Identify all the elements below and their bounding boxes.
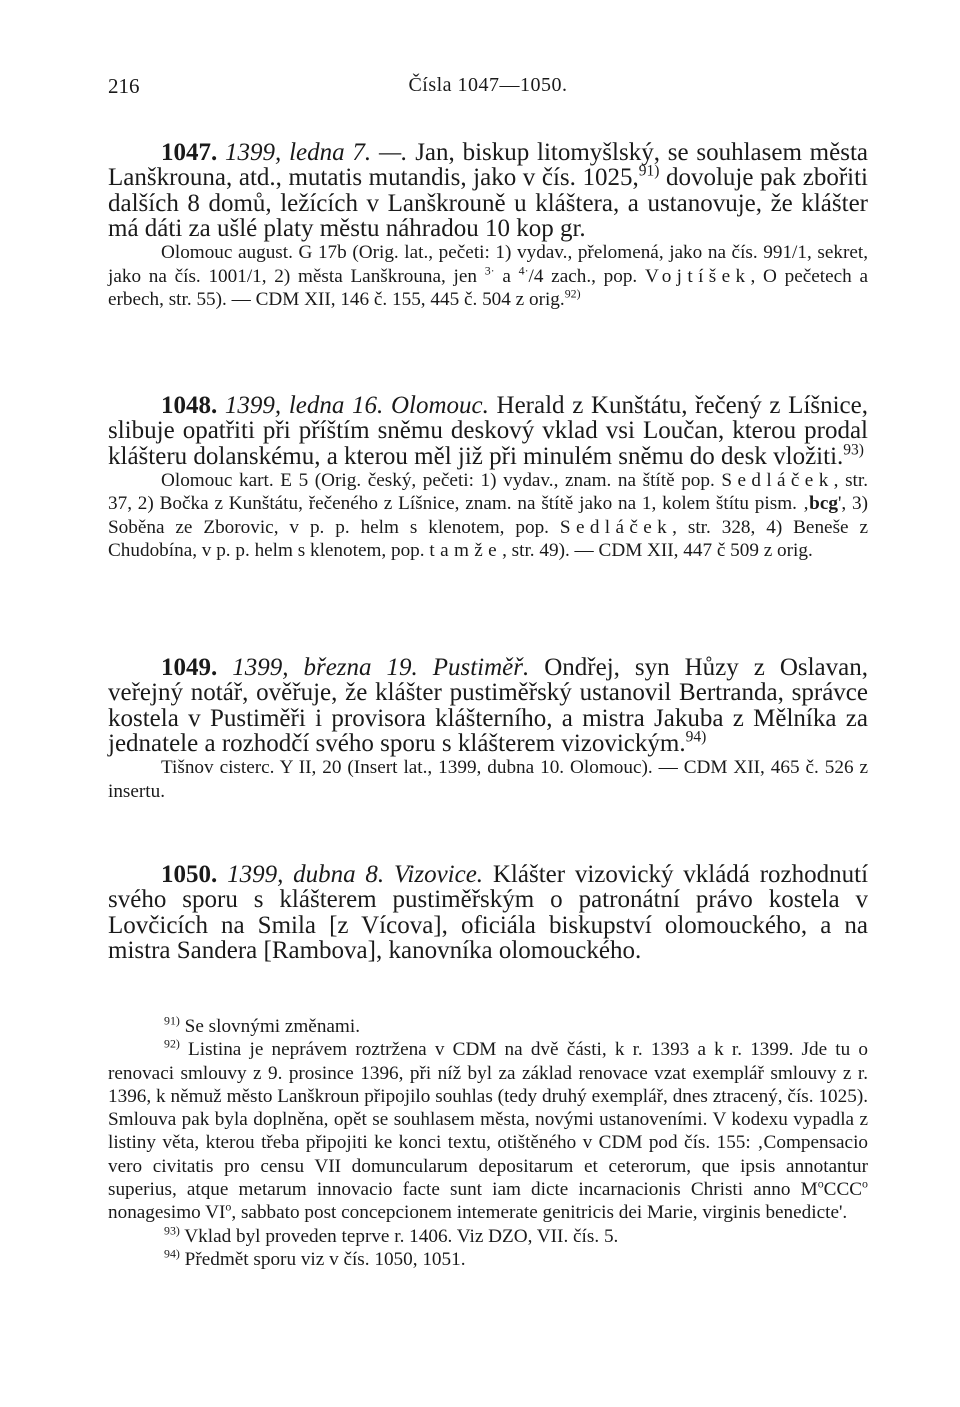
- author-name: Vojtíšek: [644, 265, 751, 287]
- footnote-marker: 91): [164, 1013, 180, 1028]
- page-header: [108, 74, 868, 104]
- entry-number: 1047.: [161, 139, 218, 166]
- entry-text: Klášter vizovický vkládá rozhodnutí svého sporu s klášterem pustiměřským o patronátní právo kostela v Lovčicích na Smila [z Vícova], oficiála biskupství olomouckého, a na mistra Sandera [Rambova], kanovníka olomouckého.: [108, 861, 869, 964]
- entry-date: 1399, ledna 16. Olomouc.: [224, 392, 489, 419]
- entry-body: [108, 655, 868, 756]
- footnote-marker: 93): [164, 1223, 180, 1238]
- footnote-marker: 92): [164, 1036, 180, 1051]
- footnote-ref: 94): [685, 728, 707, 746]
- running-head: Čísla 1047—1050.: [408, 74, 568, 96]
- page-number: 216: [108, 74, 140, 98]
- footnote-92: $^{92)}$ Listina je neprávem roztržena v CDM na dvě části, k r. 1393 a k r. 1399. Jde tu o renovaci smlouvy z 9. prosince 1396, při níž byl za základ renovace vzat exemplář smlouvy z r. 1396, k němuž město Lanškroun připojilo souhlas (tedy druhý exemplář, dnes ztracený, čís. 1025). Smlouva pak byla doplněna, opět se souhlasem města, novými ustanoveními. V kodexu vypadla z listiny věta, kterou třeba připojiti ke konci textu, otištěného v CDM pod čís. 155: ‚Compensacio vero civitatis pro censu VII domuncularum depositarum et ceterorum, que ipsis annotantur superius, atque metarum innovacio facte sunt iam dicte incarnacionis Christi anno $M^oCCC^o$ nonagesimo $VI^o$, sabbato post concepcionem intemerate genitricis dei Marie, virginis benedicte'.: [108, 1036, 868, 1224]
- entry-text: Ondřej, syn Hůzy z Oslavan, veřejný notář, ověřuje, že klášter pustiměřský ustanovil Bertranda, správce kostela v Pustiměři i provisora klášterního, a mistra Jakuba z Mělníka za jednatele a rozhodčí svého sporu s klášterem vizovickým.: [108, 654, 868, 757]
- entry-date: 1399, března 19. Pustiměř.: [232, 654, 530, 681]
- entry-note: Olomouc kart. E 5 (Orig. český, pečeti: 1) vydav., znam. na štítě pop. Sedláček, str. 37, 2) Bočka z Kunštátu, řečeného z Líšnice, znam. na štítě jako na 1, kolem štítu pism. ‚bcg', 3) Soběna ze Zborovic, v p. p. helm s klenotem, pop. Sedláček, str. 328, 4) Beneše z Chudobína, v p. p. helm s klenotem, pop. tamže, str. 49). — CDM XII, 447 č 509 z orig.: [108, 469, 869, 562]
- entry-1048: [108, 393, 868, 563]
- entry-number: 1049.: [161, 654, 218, 681]
- entry-date: 1399, ledna 7. —.: [225, 139, 408, 166]
- author-name: tamže: [429, 540, 503, 562]
- entry-text: Herald z Kunštátu, řečený z Líšnice, slibuje opatřiti při příštím sněmu deskový vklad vsi Loučan, kterou prodal klášteru dolanskému, a kterou měl již při minulém sněmu do desk vložiti.: [108, 392, 869, 470]
- entry-number: 1048.: [161, 392, 218, 419]
- footnote-94: $^{94)}$ Předmět sporu viz v čís. 1050, 1051.: [164, 1246, 466, 1270]
- entry-body: [108, 140, 868, 241]
- entry-text-cont: dovoluje pak zbořiti dalších 8 domů, ležících v Lanškrouně u kláštera, a ustanovuje, že klášter má dáti za ušlé platy městu náhradou 10 kop gr.: [108, 164, 868, 242]
- entry-body: [108, 862, 868, 963]
- entry-body: [108, 393, 868, 469]
- entry-1050: [108, 862, 868, 963]
- footnote-93: $^{93)}$ Vklad byl proveden teprve r. 1406. Viz DZO, VII. čís. 5.: [164, 1223, 619, 1247]
- footnotes: [108, 1015, 868, 1271]
- entry-note: Tišnov cisterc. Y II, 20 (Insert lat., 1399, dubna 10. Olomouc). — CDM XII, 465 č. 526 z insertu.: [108, 757, 868, 802]
- author-name: Sedláček: [721, 469, 834, 491]
- footnote-ref: 92): [564, 286, 581, 301]
- author-name: Sedláček: [559, 516, 673, 538]
- footnote-ref: 93): [843, 441, 864, 459]
- entry-text: Jan, biskup litomyšlský, se souhlasem města Lanškrouna, atd., mutatis mutandis, jako v čís. 1025,: [108, 139, 868, 192]
- entry-1047: [108, 140, 868, 312]
- entry-note: Olomouc august. G 17b (Orig. lat., pečeti: 1) vydav., přelomená, jako na čís. 991/1, sekret, jako na čís. 1001/1, 2) města Lanškrouna, jen $^{3\cdot}$ a $^{4\cdot}$/4 zach., pop. Vojtíšek, O pečetech a erbech, str. 55). — CDM XII, 146 č. 155, 445 č. 504 z orig.$^{92)}$: [108, 242, 868, 311]
- footnote-91: $^{91)}$ Se slovnými změnami.: [164, 1013, 360, 1037]
- gothic-inscription: bcg: [809, 493, 838, 515]
- footnote-marker: 94): [164, 1246, 180, 1261]
- footnote-ref: 91): [638, 162, 660, 180]
- entry-number: 1050.: [161, 861, 218, 888]
- entry-1049: [108, 655, 868, 803]
- entry-date: 1399, dubna 8. Vizovice.: [227, 861, 484, 888]
